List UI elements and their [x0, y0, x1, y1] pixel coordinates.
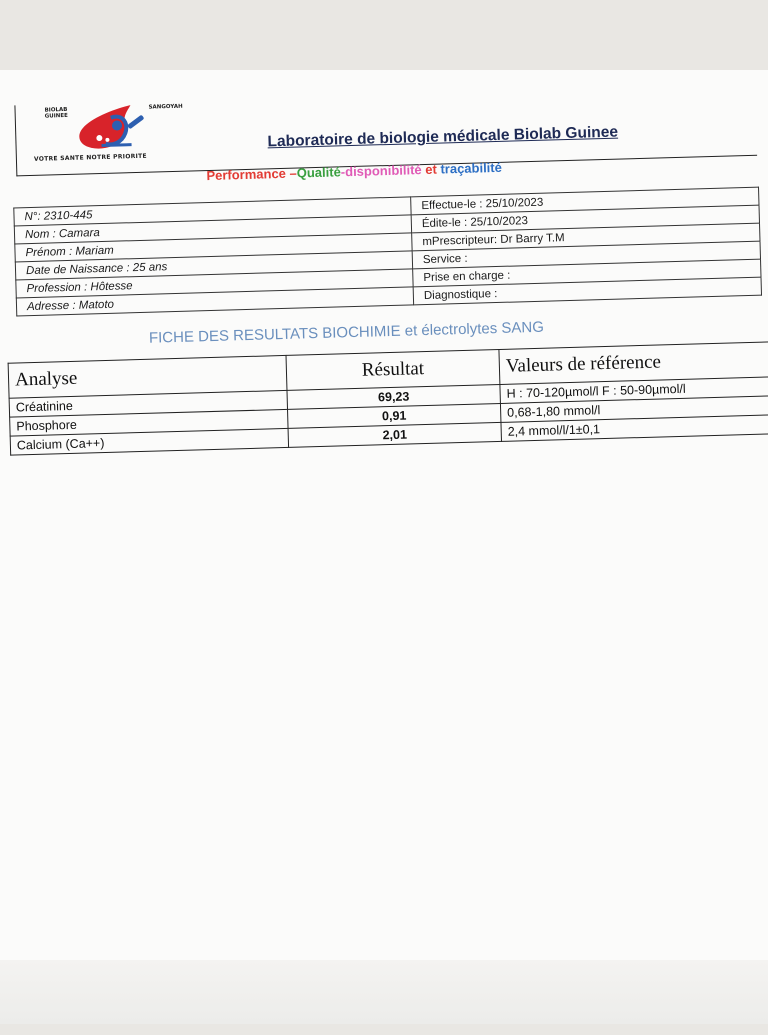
analyse-result: 0,91: [288, 403, 501, 428]
patient-first-name: Prénom : Mariam: [15, 233, 412, 262]
prescriber: mPrescripteur: Dr Barry T.M: [412, 223, 760, 251]
patient-profession: Profession : Hôtesse: [16, 269, 413, 298]
results-title: FICHE DES RESULTATS BIOCHIMIE et électrolytes SANG: [148, 318, 545, 347]
motto-qualite: Qualité: [296, 164, 342, 181]
motto-tracabilite: traçabilité: [440, 159, 503, 177]
logo-text-left: BIOLAB GUINEE: [44, 106, 68, 120]
patient-address: Adresse : Matoto: [16, 287, 413, 316]
analyse-result: 2,01: [288, 422, 501, 447]
lab-title: Laboratoire de biologie médicale Biolab Guinee: [267, 123, 619, 151]
patient-info-table: [13, 187, 762, 317]
analyse-name: Phosphore: [10, 409, 288, 436]
results-table: [8, 341, 768, 455]
coverage: Prise en charge :: [413, 259, 761, 287]
analyse-reference: H : 70-120µmol/l F : 50-90µmol/l: [500, 377, 768, 404]
blood-drop-microscope-icon: [70, 102, 161, 152]
patient-birth-date: Date de Naissance : 25 ans: [15, 251, 412, 280]
performed-date: Effectue-le : 25/10/2023: [411, 187, 759, 215]
analyse-reference: 2,4 mmol/l/1±0,1: [501, 415, 768, 442]
patient-number: N°: 2310-445: [14, 197, 411, 226]
motto-et: et: [421, 161, 441, 178]
edited-date: Édite-le : 25/10/2023: [411, 205, 759, 233]
patient-last-name: Nom : Camara: [14, 215, 411, 244]
analyse-name: Créatinine: [9, 390, 287, 417]
motto-disponibilite: -disponibilité: [340, 162, 422, 180]
analyse-reference: 0,68-1,80 mmol/l: [500, 396, 768, 423]
service: Service :: [412, 241, 760, 269]
analyse-result: 69,23: [287, 384, 500, 409]
header-analyse: Analyse: [8, 355, 287, 398]
logo-slogan: VOTRE SANTE NOTRE PRIORITE: [33, 152, 148, 163]
diagnosis: Diagnostique :: [413, 277, 761, 305]
header-reference: Valeurs de référence: [499, 342, 768, 385]
analyse-name: Calcium (Ca++): [10, 428, 288, 455]
logo-text-right: SANGOYAH: [148, 103, 183, 111]
header-resultat: Résultat: [286, 349, 500, 390]
lab-logo: [26, 101, 218, 170]
motto-performance: Performance –: [206, 165, 297, 184]
